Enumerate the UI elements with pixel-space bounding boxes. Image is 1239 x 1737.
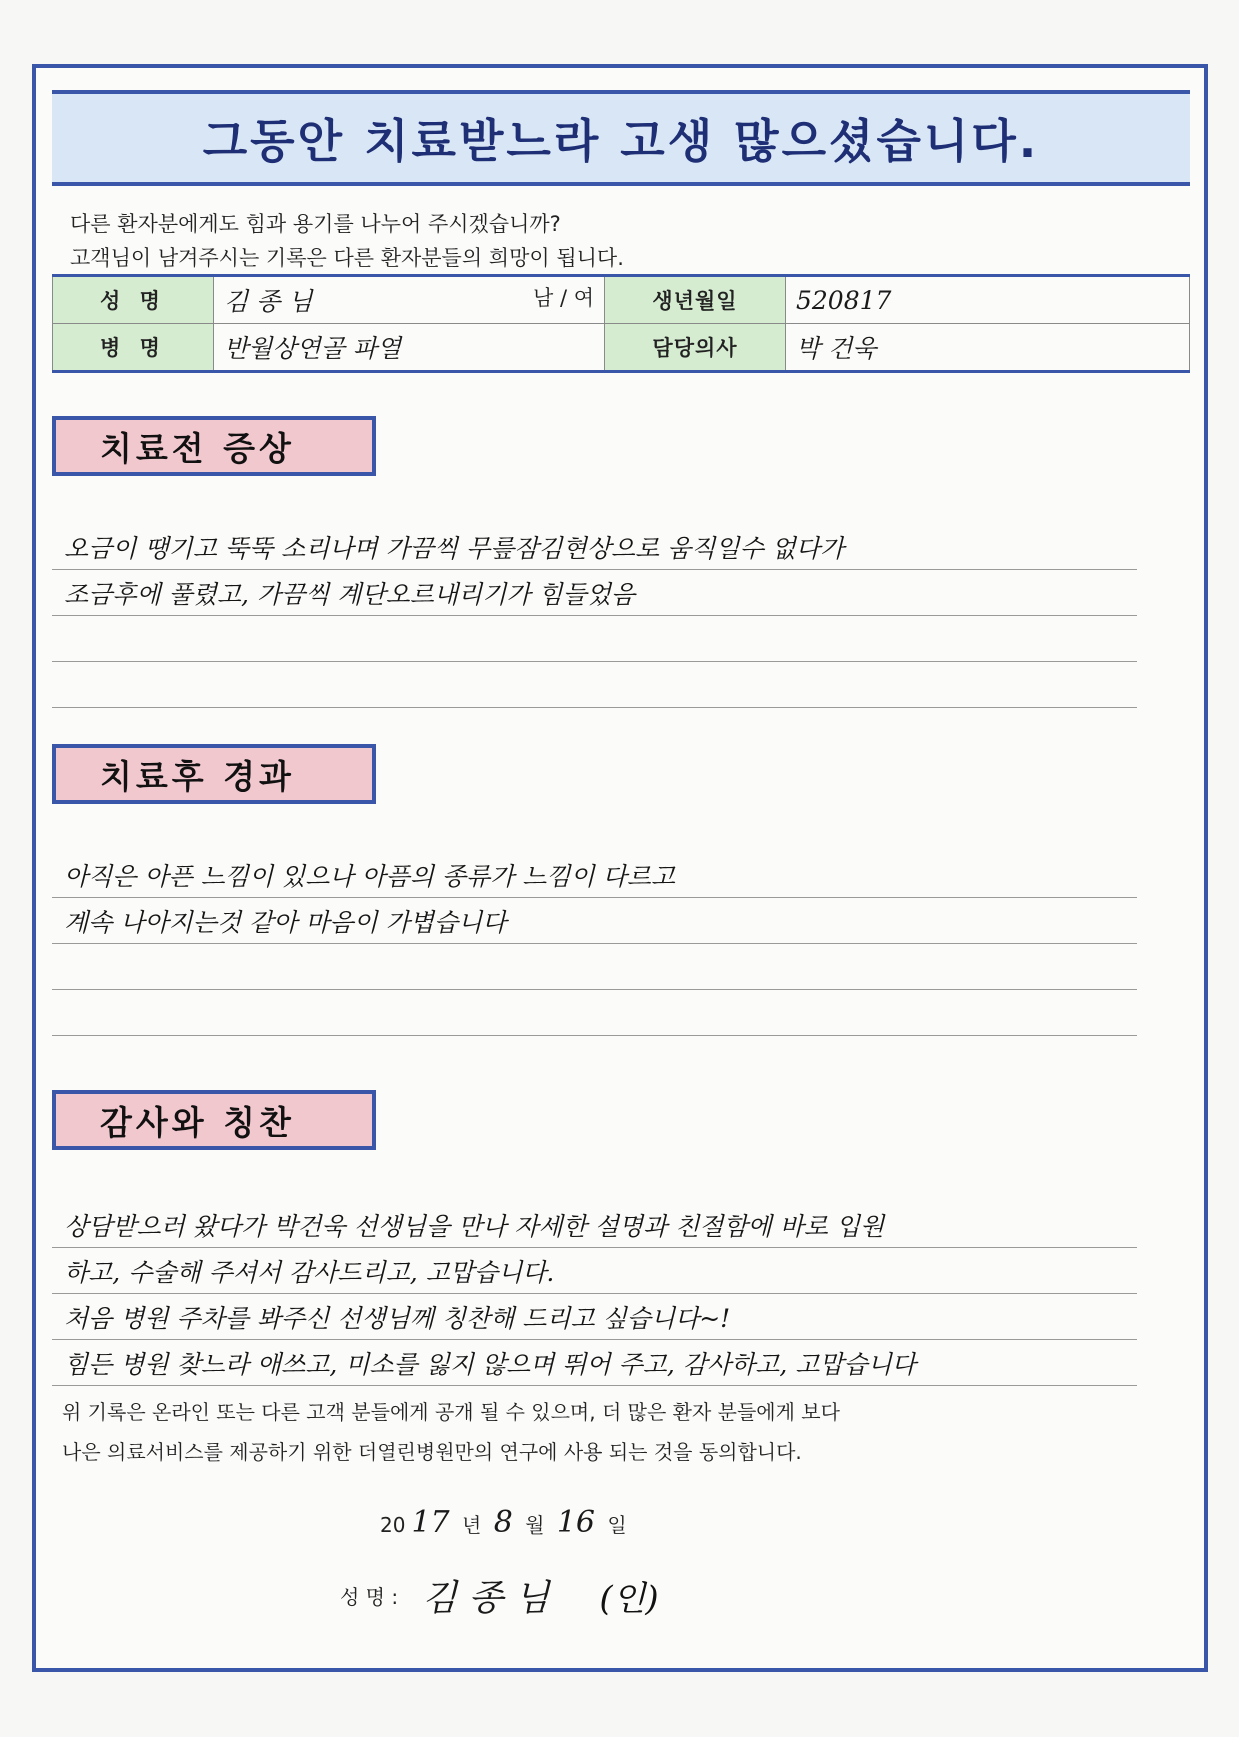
thanks-line-3[interactable]: 처음 병원 주차를 봐주신 선생님께 칭찬해 드리고 싶습니다~! [52,1294,1137,1340]
gender-options[interactable]: 남 / 여 [533,286,594,310]
signing-date [380,1505,627,1540]
thanks-line-4[interactable]: 힘든 병원 찾느라 애쓰고, 미소를 잃지 않으며 뛰어 주고, 감사하고, 고맙습니다 [52,1340,1137,1386]
thanks-line-2[interactable]: 하고, 수술해 주셔서 감사드리고, 고맙습니다. [52,1248,1137,1294]
name-label: 성 명 [53,276,214,324]
month-label: 월 [525,1513,545,1537]
signature-seal[interactable]: (인) [599,1579,659,1619]
after-line-2[interactable]: 계속 나아지는것 같아 마음이 가볍습니다 [52,898,1137,944]
after-line-3[interactable] [52,944,1137,990]
doctor-label: 담당의사 [605,324,786,372]
date-day[interactable]: 16 [556,1505,596,1540]
birth-cell [786,276,1190,324]
before-line-1[interactable]: 오금이 땡기고 뚝뚝 소리나며 가끔씩 무릎잠김현상으로 움직일수 없다가 [52,524,1137,570]
name-value[interactable]: 김 종 님 [224,287,313,316]
section-thanks-lines [52,1202,1137,1386]
date-prefix: 20 [380,1513,406,1537]
title-banner [52,90,1190,186]
section-after-lines [52,852,1137,1036]
before-line-4[interactable] [52,662,1137,708]
intro-line-1: 다른 환자분에게도 힘과 용기를 나누어 주시겠습니까? [70,212,561,236]
birth-label: 생년월일 [605,276,786,324]
signature-name[interactable]: 김 종 님 [422,1578,550,1619]
doctor-cell [786,324,1190,372]
consent-line-2: 나은 의료서비스를 제공하기 위한 더열린병원만의 연구에 사용 되는 것을 동의합니다. [62,1440,802,1464]
intro-line-2: 고객님이 남겨주시는 기록은 다른 환자분들의 희망이 됩니다. [70,246,624,270]
section-before-title: 치료전 증상 [52,416,376,476]
section-before-lines [52,524,1137,708]
consent-line-1: 위 기록은 온라인 또는 다른 고객 분들에게 공개 될 수 있으며, 더 많은 환자 분들에게 보다 [62,1400,840,1424]
before-line-3[interactable] [52,616,1137,662]
section-thanks-title: 감사와 칭찬 [52,1090,376,1150]
date-year[interactable]: 17 [411,1505,450,1540]
date-month[interactable]: 8 [493,1505,513,1540]
patient-info-table [52,274,1190,373]
thanks-line-1[interactable]: 상담받으러 왔다가 박건욱 선생님을 만나 자세한 설명과 친절함에 바로 입원 [52,1202,1137,1248]
doctor-value[interactable]: 박 건욱 [796,334,877,363]
name-cell [214,276,605,324]
year-label: 년 [462,1513,482,1537]
after-line-4[interactable] [52,990,1137,1036]
disease-label: 병 명 [53,324,214,372]
section-after-title: 치료후 경과 [52,744,376,804]
day-label: 일 [607,1513,627,1537]
page-title: 그동안 치료받느라 고생 많으셨습니다. [202,114,1040,168]
signature-label: 성 명 : [340,1585,399,1609]
birth-value[interactable]: 520817 [796,285,892,315]
disease-cell [214,324,605,372]
disease-value[interactable]: 반월상연골 파열 [224,334,401,363]
before-line-2[interactable]: 조금후에 풀렸고, 가끔씩 계단오르내리기가 힘들었음 [52,570,1137,616]
signature-row [340,1570,659,1621]
after-line-1[interactable]: 아직은 아픈 느낌이 있으나 아픔의 종류가 느낌이 다르고 [52,852,1137,898]
